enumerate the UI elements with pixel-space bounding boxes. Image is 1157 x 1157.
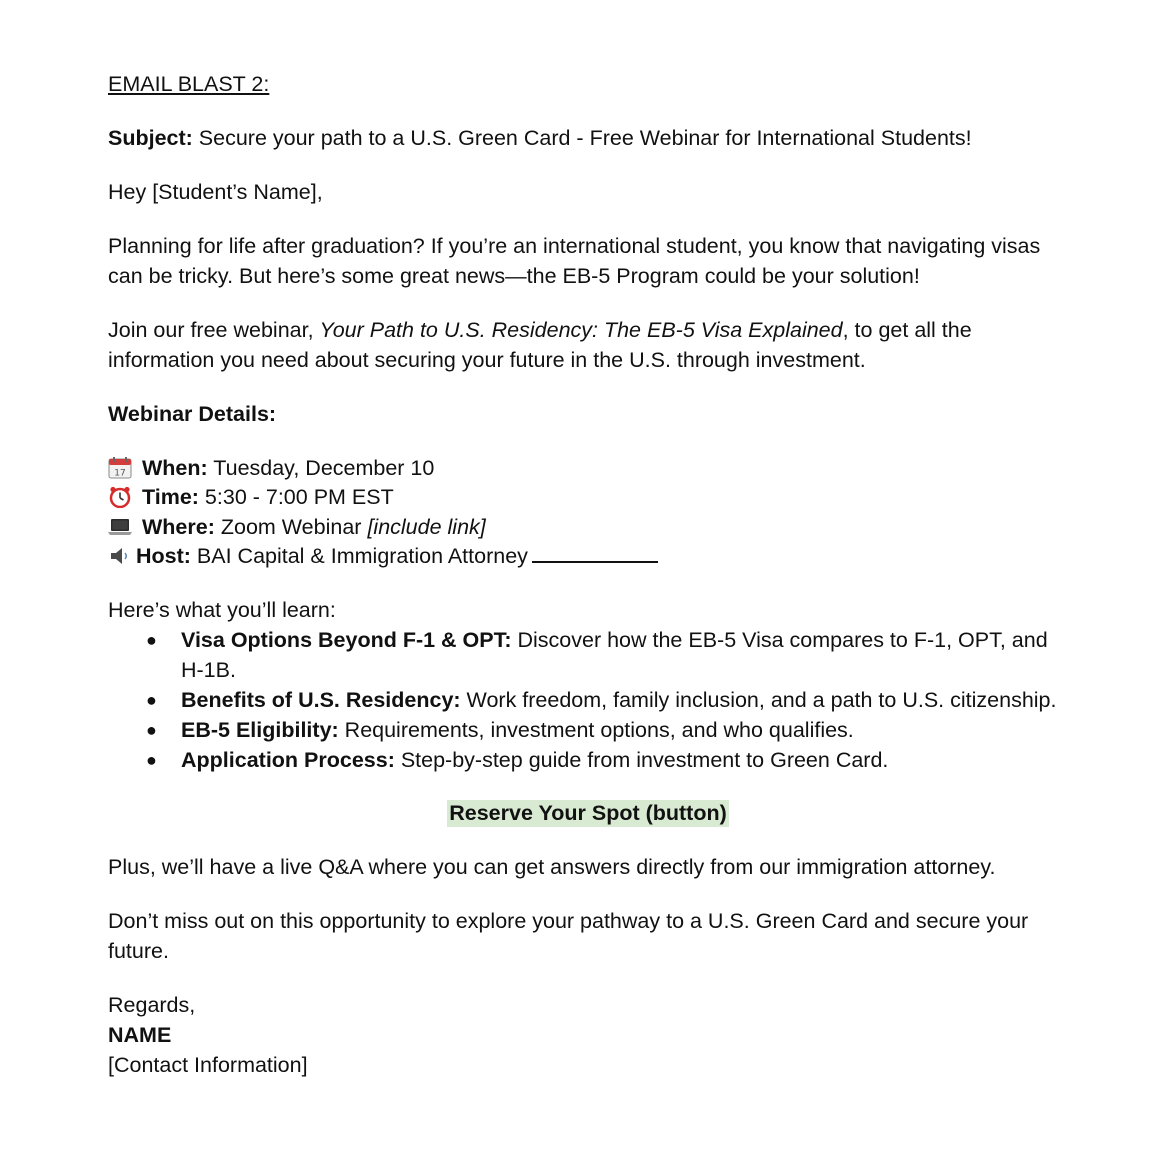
learn-item-text: Requirements, investment options, and who qualifies. <box>338 718 854 742</box>
speaker-icon <box>108 545 130 567</box>
detail-time-value: 5:30 - 7:00 PM EST <box>198 485 394 510</box>
cta-container <box>108 798 1068 828</box>
join-after: , to get all the information you need about securing your future in the U.S. through investment. <box>108 318 972 372</box>
list-item <box>108 625 1068 685</box>
intro-paragraph: Planning for life after graduation? If you’re an international student, you know that navigating visas can be tricky. But here’s some great news—the EB-5 Program could be your solution! <box>108 234 1041 288</box>
bullet-icon: ● <box>146 630 157 650</box>
learn-item-label: EB-5 Eligibility: <box>181 718 339 742</box>
detail-where-text <box>142 512 486 542</box>
laptop-icon <box>108 516 132 538</box>
signoff-name-text: NAME <box>108 1023 172 1047</box>
bullet-icon: ● <box>146 720 157 740</box>
detail-when-label: When: <box>142 455 208 480</box>
detail-when <box>108 453 1068 483</box>
learn-item-text: Step-by-step guide from investment to Green Card. <box>394 748 889 772</box>
join-paragraph <box>108 315 1068 375</box>
signoff-name <box>108 1020 1068 1050</box>
detail-time-label: Time: <box>142 485 199 510</box>
host-blank-line <box>532 541 658 563</box>
detail-where <box>108 512 1068 542</box>
svg-text:17: 17 <box>114 468 126 479</box>
calendar-icon <box>108 457 132 479</box>
detail-when-value: Tuesday, December 10 <box>207 455 435 480</box>
detail-host <box>108 542 1068 572</box>
detail-host-value: BAI Capital & Immigration Attorney <box>190 544 528 569</box>
learn-item-text: Discover how the EB-5 Visa compares to F-1, OPT, and H-1B. <box>181 628 1048 682</box>
learn-intro: Here’s what you’ll learn: <box>108 598 336 622</box>
greeting: Hey [Student’s Name], <box>108 180 323 204</box>
detail-where-label: Where: <box>142 514 215 539</box>
detail-where-note: [include link] <box>367 514 486 539</box>
learn-list <box>108 625 1068 775</box>
detail-host-text <box>136 541 658 571</box>
qa-paragraph: Plus, we’ll have a live Q&A where you can get answers directly from our immigration attorney. <box>108 855 996 879</box>
detail-when-text <box>142 453 434 483</box>
subject-label: Subject: <box>108 126 193 150</box>
bullet-icon: ● <box>146 750 157 770</box>
email-heading: EMAIL BLAST 2: <box>108 72 270 96</box>
email-body <box>108 69 1068 1080</box>
list-item <box>108 715 1068 745</box>
detail-time <box>108 483 1068 513</box>
detail-time-text <box>142 482 394 512</box>
learn-item-label: Benefits of U.S. Residency: <box>181 688 461 712</box>
learn-item-label: Visa Options Beyond F-1 & OPT: <box>181 628 512 652</box>
signoff-contact: [Contact Information] <box>108 1053 308 1077</box>
detail-where-value: Zoom Webinar <box>214 514 368 539</box>
detail-host-label: Host: <box>136 544 191 569</box>
join-before: Join our free webinar, <box>108 318 320 342</box>
learn-item-label: Application Process: <box>181 748 395 772</box>
alarm-clock-icon <box>108 486 132 508</box>
details-heading <box>108 399 1068 429</box>
subject-line <box>108 123 1068 153</box>
list-item <box>108 745 1068 775</box>
list-item <box>108 685 1068 715</box>
webinar-title: Your Path to U.S. Residency: The EB-5 Visa Explained <box>319 318 843 342</box>
subject-text: Secure your path to a U.S. Green Card - Free Webinar for International Students! <box>192 126 972 150</box>
closing-paragraph: Don’t miss out on this opportunity to explore your pathway to a U.S. Green Card and secure your future. <box>108 909 1029 963</box>
webinar-details <box>108 453 1068 571</box>
signoff-regards: Regards, <box>108 993 196 1017</box>
learn-item-text: Work freedom, family inclusion, and a path to U.S. citizenship. <box>460 688 1057 712</box>
reserve-spot-button[interactable]: Reserve Your Spot (button) <box>449 801 727 825</box>
details-heading-text: Webinar Details: <box>108 402 277 426</box>
bullet-icon: ● <box>146 690 157 710</box>
